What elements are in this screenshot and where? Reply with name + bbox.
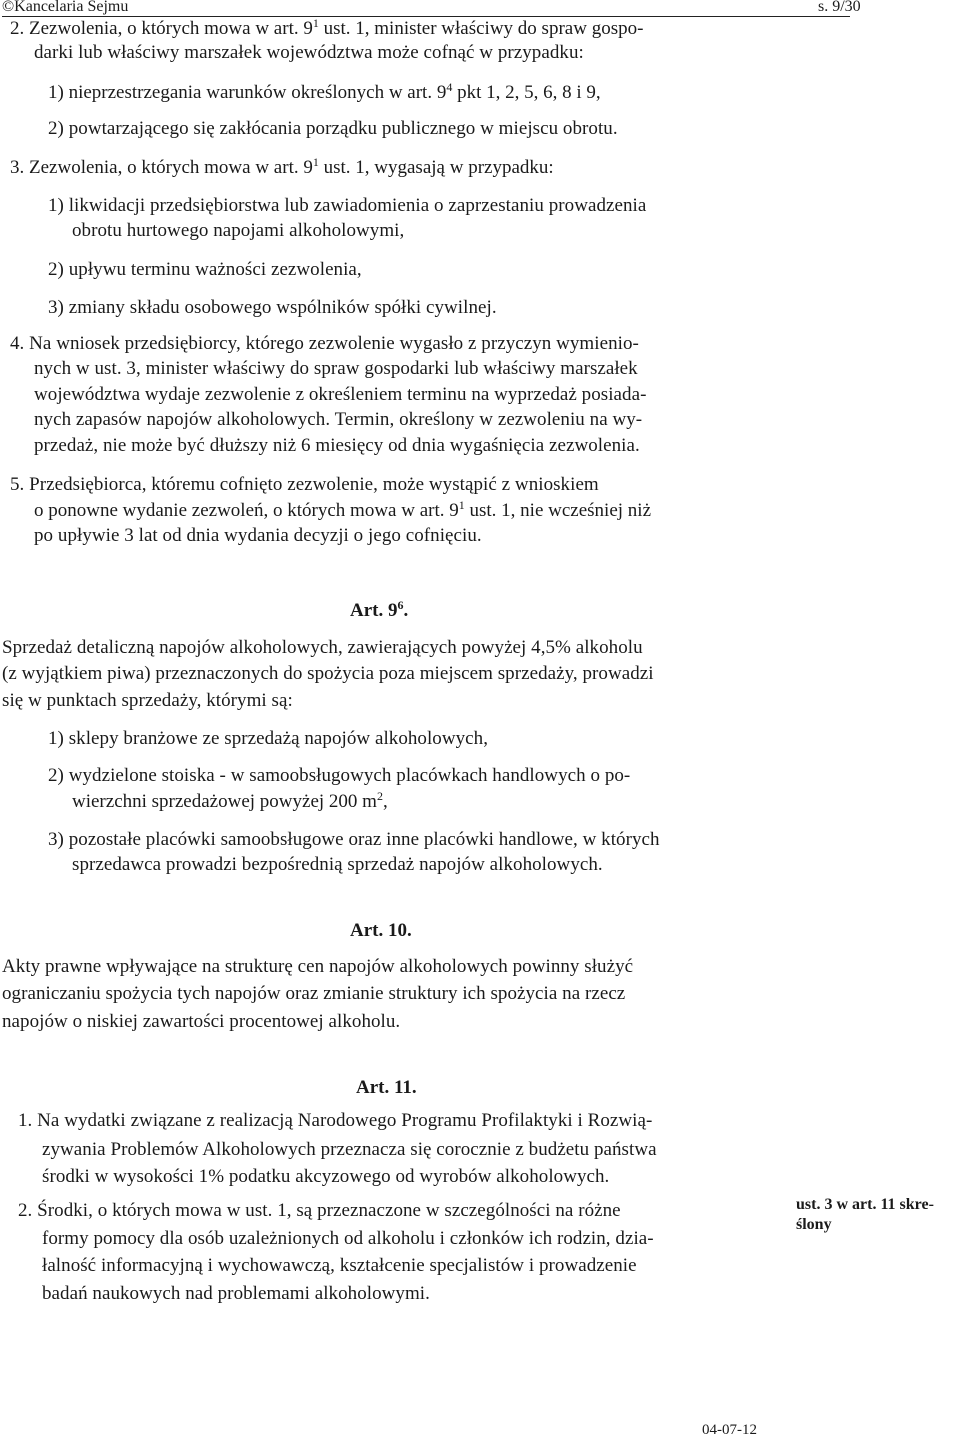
article-heading: Art. 10.: [350, 920, 412, 941]
text-line: po upływie 3 lat od dnia wydania decyzji o jego cofnięciu.: [34, 525, 482, 546]
text-line: zywania Problemów Alkoholowych przeznacza się corocznie z budżetu państwa: [42, 1139, 657, 1160]
margin-note: ust. 3 w art. 11 skre-: [796, 1196, 934, 1213]
text-line: (z wyjątkiem piwa) przeznaczonych do spożycia poza miejscem sprzedaży, prowadzi: [2, 663, 654, 684]
text-line: 5. Przedsiębiorca, któremu cofnięto zezwolenie, może wystąpić z wnioskiem: [10, 474, 599, 495]
publisher-label: ©Kancelaria Sejmu: [2, 0, 129, 15]
list-item-continuation: wierzchni sprzedażowej powyżej 200 $m^2$,: [72, 789, 388, 812]
article-heading: Art. $9^6$.: [350, 598, 409, 621]
text-line: 3. Zezwolenia, o których mowa w art. $9^1$ ust. 1, wygasają w przypadku:: [10, 155, 554, 178]
text-line: nych zapasów napojów alkoholowych. Termin, określony w zezwoleniu na wy-: [34, 409, 643, 430]
list-item: 2) wydzielone stoiska - w samoobsługowych placówkach handlowych o po-: [48, 765, 631, 786]
text-line: nych w ust. 3, minister właściwy do spraw gospodarki lub właściwy marszałek: [34, 358, 638, 379]
list-item: 1) nieprzestrzegania warunków określonych w art. $9^4$ pkt 1, 2, 5, 6, 8 i 9,: [48, 80, 601, 103]
text-line: 4. Na wniosek przedsiębiorcy, którego zezwolenie wygasło z przyczyn wymienio-: [10, 333, 639, 354]
list-item: 1) likwidacji przedsiębiorstwa lub zawiadomienia o zaprzestaniu prowadzenia: [48, 195, 647, 216]
text-line: darki lub właściwy marszałek województwa może cofnąć w przypadku:: [34, 42, 584, 63]
header-rule: [2, 16, 850, 17]
text-line: się w punktach sprzedaży, którymi są:: [2, 690, 293, 711]
text-line: 2. Zezwolenia, o których mowa w art. $9^1$ ust. 1, minister właściwy do spraw gospo-: [10, 16, 644, 39]
text-line: Akty prawne wpływające na strukturę cen napojów alkoholowych powinny służyć: [2, 956, 634, 977]
text-line: przedaż, nie może być dłuższy niż 6 miesięcy od dnia wygaśnięcia zezwolenia.: [34, 435, 640, 456]
text-line: województwa wydaje zezwolenie z określeniem terminu na wyprzedaż posiada-: [34, 384, 647, 405]
list-item-continuation: obrotu hurtowego napojami alkoholowymi,: [72, 220, 405, 241]
margin-note: ślony: [796, 1216, 832, 1233]
text-line: badań naukowych nad problemami alkoholowymi.: [42, 1283, 430, 1304]
text-line: o ponowne wydanie zezwoleń, o których mowa w art. $9^1$ ust. 1, nie wcześniej niż: [34, 498, 652, 521]
text-line: napojów o niskiej zawartości procentowej alkoholu.: [2, 1011, 401, 1032]
text-line: Sprzedaż detaliczną napojów alkoholowych, zawierających powyżej 4,5% alkoholu: [2, 637, 643, 658]
text-line: 1. Na wydatki związane z realizacją Narodowego Programu Profilaktyki i Rozwią-: [18, 1110, 653, 1131]
list-item: 3) pozostałe placówki samoobsługowe oraz inne placówki handlowe, w których: [48, 829, 660, 850]
list-item: 1) sklepy branżowe ze sprzedażą napojów alkoholowych,: [48, 728, 489, 749]
list-item-continuation: sprzedawca prowadzi bezpośrednią sprzedaż napojów alkoholowych.: [72, 854, 603, 875]
article-heading: Art. 11.: [356, 1077, 417, 1098]
text-line: środki w wysokości 1% podatku akcyzowego od wyrobów alkoholowych.: [42, 1166, 610, 1187]
list-item: 2) upływu terminu ważności zezwolenia,: [48, 259, 362, 280]
page-number: s. 9/30: [818, 0, 861, 15]
list-item: 2) powtarzającego się zakłócania porządku publicznego w miejscu obrotu.: [48, 118, 618, 139]
text-line: łalność informacyjną i wychowawczą, kształcenie specjalistów i prowadzenie: [42, 1255, 637, 1276]
text-line: ograniczaniu spożycia tych napojów oraz zmianie struktury ich spożycia na rzecz: [2, 983, 626, 1004]
text-line: 2. Środki, o których mowa w ust. 1, są przeznaczone w szczególności na różne: [18, 1200, 621, 1221]
text-line: formy pomocy dla osób uzależnionych od alkoholu i członków ich rodzin, dzia-: [42, 1228, 654, 1249]
list-item: 3) zmiany składu osobowego wspólników spółki cywilnej.: [48, 297, 497, 318]
footer-date: 04-07-12: [702, 1422, 757, 1438]
